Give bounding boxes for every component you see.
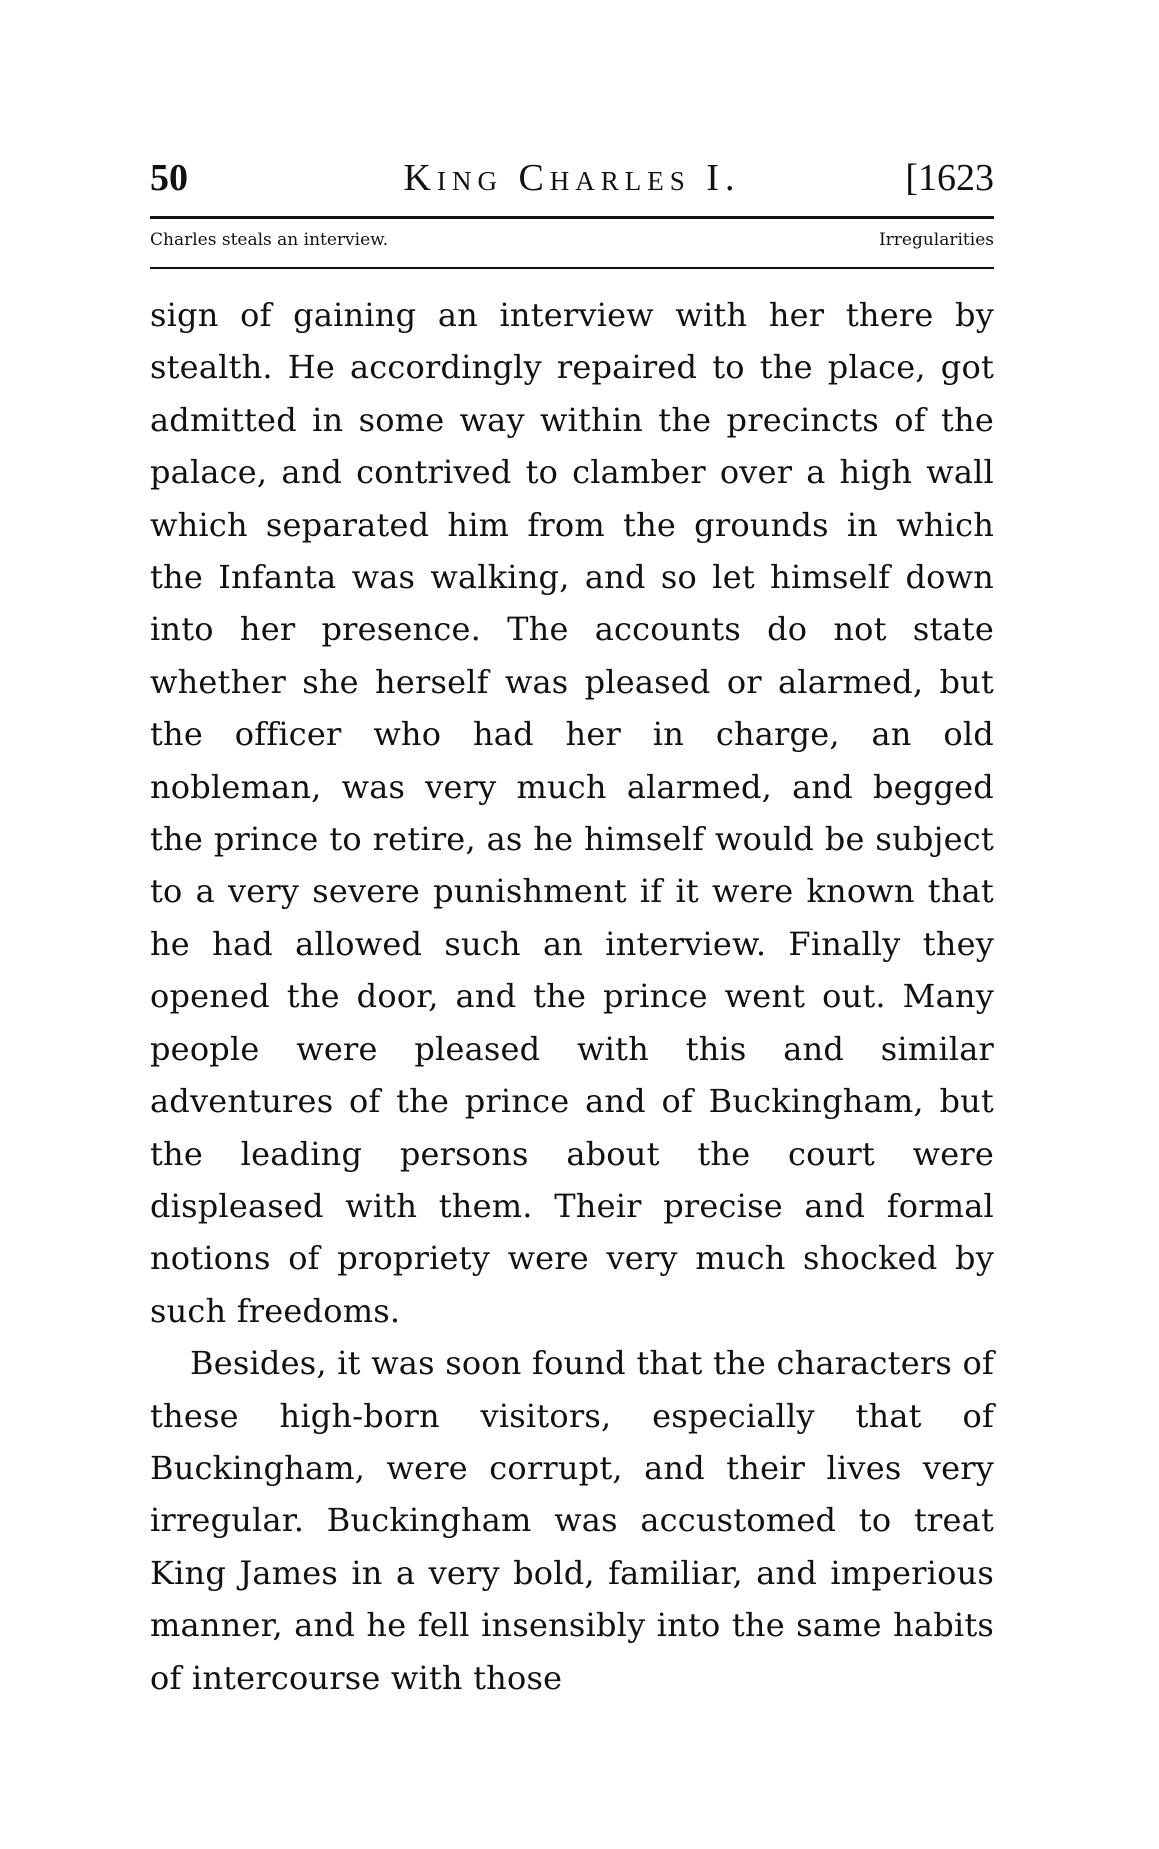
subheader-rule (150, 267, 994, 269)
subheader (150, 225, 994, 255)
year-marker: [1623 (905, 157, 994, 199)
body-text (150, 289, 994, 1704)
header-rule (150, 216, 994, 219)
subheader-right: Irregularities (878, 230, 994, 250)
paragraph-continued: sign of gaining an interview with her there by stealth. He accordingly repaired to the place, got admitted in some way within the precincts of the palace, and contrived to clamber over a high wall which separated him from the grounds in which the Infanta was walking, and so let himself down into her presence. The accounts do not state whether she herself was pleased or alarmed, but the officer who had her in charge, an old nobleman, was very much alarmed, and begged the prince to retire, as he himself would be subject to a very severe punishment if it were known that he had allowed such an interview. Finally they opened the door, and the prince went out. Many people were pleased with this and similar adventures of the prince and of Buckingham, but the leading persons about the court were displeased with them. Their precise and formal notions of propriety were very much shocked by such freedoms. (150, 296, 994, 1330)
paragraph: Besides, it was soon found that the characters of these high-born visitors, especially that of Buckingham, were corrupt, and their lives very irregular. Buckingham was accustomed to treat King James in a very bold, familiar, and imperious manner, and he fell insensibly into the same habits of intercourse with those (150, 1344, 994, 1697)
book-page (150, 150, 994, 1704)
running-title: King Charles I. (403, 157, 741, 199)
page-number: 50 (150, 157, 188, 199)
running-head (150, 150, 994, 206)
subheader-left: Charles steals an interview. (150, 230, 389, 250)
